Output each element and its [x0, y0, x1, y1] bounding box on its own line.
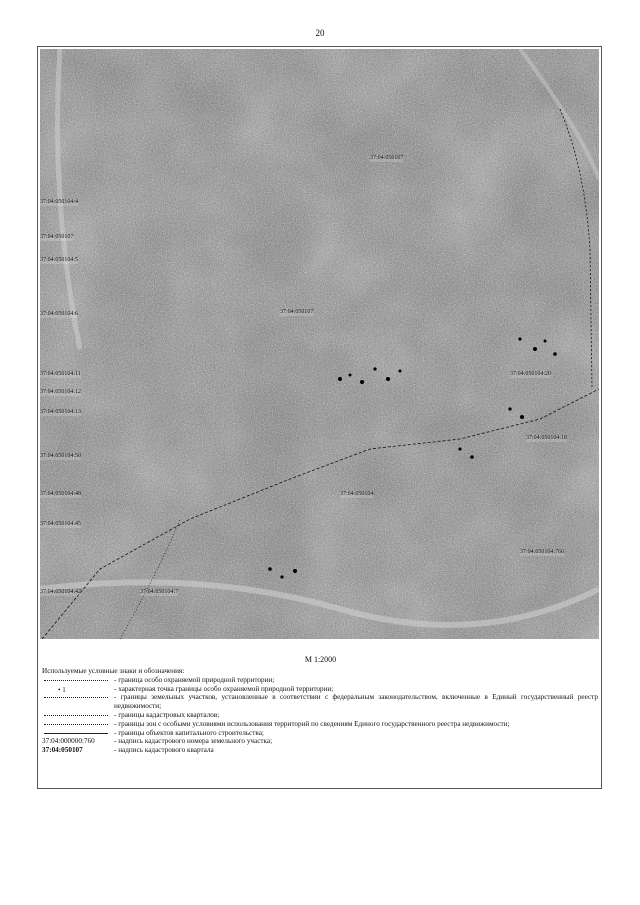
legend-item [42, 685, 598, 694]
point-marker-icon: • 1 [58, 685, 66, 694]
map-label: 37:04:050107 [370, 155, 404, 161]
legend-item [42, 720, 598, 729]
legend-title: Используемые условные знаки и обозначения: [42, 667, 185, 675]
page-number: 20 [315, 28, 325, 38]
map-label: 37:04:050104:20 [510, 371, 552, 377]
legend-symbol [42, 693, 114, 702]
legend-symbol [42, 685, 114, 694]
map-label: 37:04:050104:50 [40, 453, 82, 459]
map-label: 37:04:050104:18 [526, 435, 568, 441]
satellite-map [40, 49, 599, 639]
legend-item [42, 737, 598, 746]
legend-symbol: 37:04:000000:760 [42, 737, 95, 746]
dotted-line-icon [44, 680, 108, 681]
map-label: 37:04:050104:48 [40, 491, 82, 497]
map-label: 37:04:050104:13 [40, 409, 82, 415]
solid-line-icon [44, 733, 108, 734]
legend-symbol: 37:04:050107 [42, 746, 83, 755]
legend-symbol [42, 711, 114, 720]
map-label: 37:04:050104:760 [520, 549, 565, 555]
legend-text: - надпись кадастрового квартала [114, 746, 214, 755]
legend-text: - граница особо охраняемой природной территории; [114, 675, 275, 684]
legend-text: - границы объектов капитального строительства; [114, 728, 264, 737]
legend-text: - границы кадастровых кварталов; [114, 710, 220, 719]
legend-item [42, 729, 598, 738]
map-label: 37:04:050104 [340, 491, 374, 497]
map-label: 37:04:050104:6 [40, 311, 79, 317]
dotted-line-icon [44, 724, 108, 725]
satellite-image [40, 49, 599, 639]
map-label: 37:04:050104:11 [40, 371, 81, 377]
legend-text: - границы земельных участков, установленные в соответствии с федеральным законодательством, включенные в Единый государственный реестр недвижимости; [114, 693, 598, 711]
map-label: 37:04:050104:45 [40, 521, 82, 527]
map-label: 37:04:050104:42 [40, 589, 82, 595]
map-label: 37:04:050104:12 [40, 389, 82, 395]
map-scale: М 1:2000 [304, 655, 337, 664]
legend-item [42, 693, 598, 711]
legend-item [42, 711, 598, 720]
legend-text: - характерная точка границы особо охраняемой природной территории; [114, 684, 334, 693]
map-label: 37:04:050104:4 [40, 199, 79, 205]
map-label: 37:04:050104:5 [40, 257, 79, 263]
legend-symbol [42, 676, 114, 685]
legend-text: - надпись кадастрового номера земельного участка; [114, 737, 273, 746]
map-label: 37:04:050104:7 [140, 589, 179, 595]
map-frame [37, 46, 602, 789]
legend-text: - границы зон с особыми условиями использования территорий по сведениям Единого государственного реестра недвижимости; [114, 719, 510, 728]
map-label: 37:04:050107 [40, 234, 74, 240]
legend-item [42, 746, 598, 755]
legend-item [42, 676, 598, 685]
legend [42, 667, 598, 755]
legend-symbol [42, 729, 114, 738]
legend-symbol [42, 720, 114, 729]
dotted-line-icon [44, 697, 108, 698]
dotted-line-icon [44, 715, 108, 716]
map-label: 37:04:050107 [280, 309, 314, 315]
